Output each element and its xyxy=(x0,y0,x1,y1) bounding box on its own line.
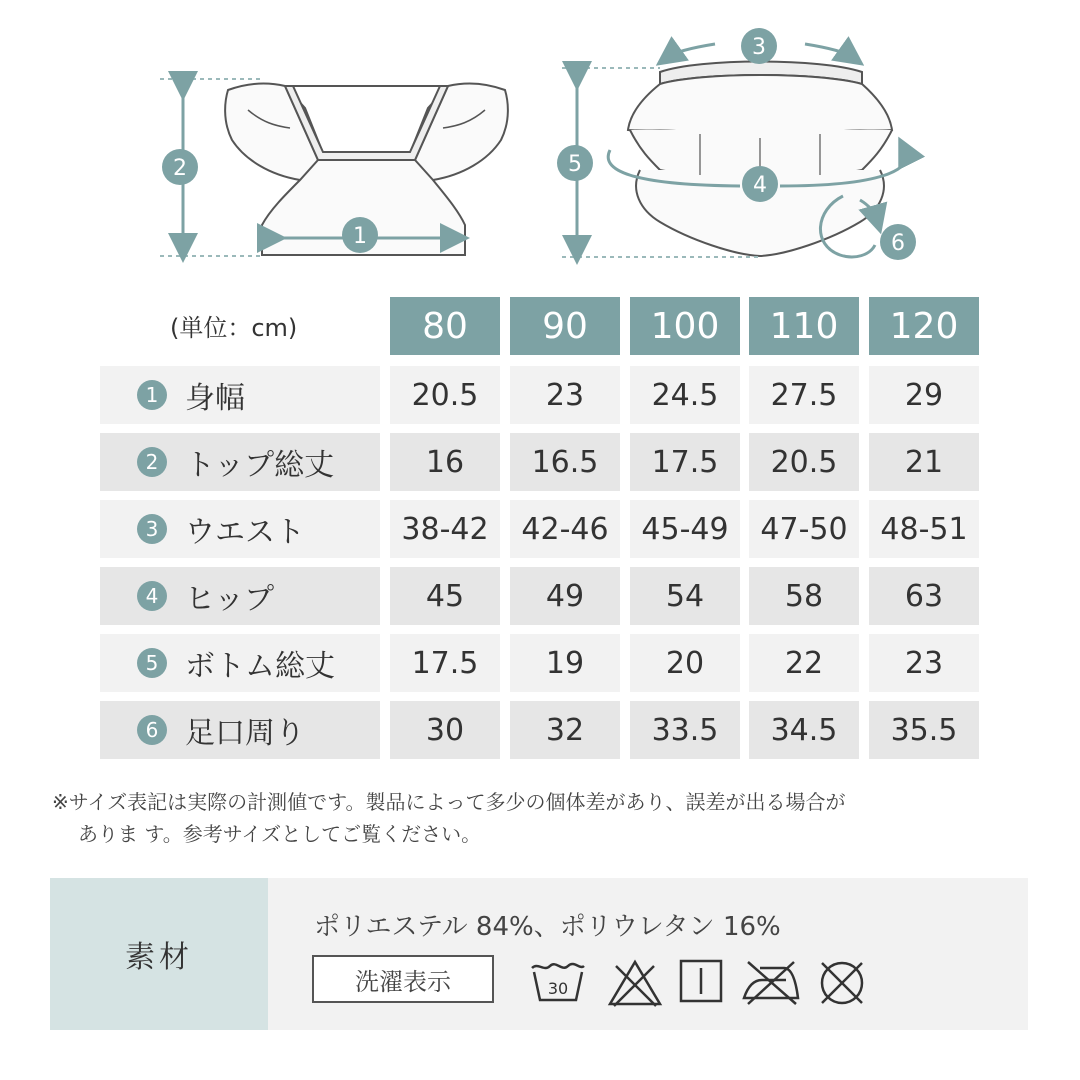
measurement-name: 身幅 xyxy=(185,381,245,416)
size-header-100: 100 xyxy=(630,297,740,355)
material-heading: 素材 xyxy=(50,878,268,1030)
marker-1 xyxy=(342,217,378,253)
measurement-name: 足口周り xyxy=(185,716,305,751)
hang-dry-icon xyxy=(678,958,724,1004)
note-line-2: ありま す。参考サイズとしてご覧ください。 xyxy=(78,822,482,846)
row-number-badge: 3 xyxy=(137,514,167,544)
row-label xyxy=(100,500,380,558)
table-cell: 48-51 xyxy=(869,500,979,558)
marker-4 xyxy=(742,166,778,202)
table-cell: 20.5 xyxy=(749,433,859,491)
measurement-name: ウエスト xyxy=(185,515,305,550)
table-cell: 35.5 xyxy=(869,701,979,759)
care-label-button[interactable]: 洗濯表示 xyxy=(312,955,494,1003)
marker-5 xyxy=(557,145,593,181)
table-cell: 38-42 xyxy=(390,500,500,558)
table-cell: 16 xyxy=(390,433,500,491)
svg-text:5: 5 xyxy=(568,152,582,177)
size-header-90: 90 xyxy=(510,297,620,355)
row-label xyxy=(100,366,380,424)
size-header-120: 120 xyxy=(869,297,979,355)
table-cell: 49 xyxy=(510,567,620,625)
unit-label: (単位：cm) xyxy=(170,314,298,342)
table-cell: 42-46 xyxy=(510,500,620,558)
row-label xyxy=(100,433,380,491)
table-cell: 23 xyxy=(510,366,620,424)
marker-6 xyxy=(880,224,916,260)
wash-30-icon xyxy=(528,958,588,1006)
size-header-80: 80 xyxy=(390,297,500,355)
table-row xyxy=(100,634,980,692)
table-cell: 34.5 xyxy=(749,701,859,759)
table-row xyxy=(100,433,980,491)
no-iron-icon xyxy=(740,958,802,1006)
material-section xyxy=(50,878,1028,1030)
table-cell: 32 xyxy=(510,701,620,759)
svg-text:3: 3 xyxy=(752,35,766,60)
table-cell: 47-50 xyxy=(749,500,859,558)
row-number-badge: 6 xyxy=(137,715,167,745)
table-cell: 23 xyxy=(869,634,979,692)
table-cell: 20.5 xyxy=(390,366,500,424)
table-row xyxy=(100,567,980,625)
table-cell: 19 xyxy=(510,634,620,692)
table-cell: 27.5 xyxy=(749,366,859,424)
marker-3 xyxy=(741,28,777,64)
material-composition: ポリエステル 84%、ポリウレタン 16% xyxy=(314,912,781,942)
table-cell: 22 xyxy=(749,634,859,692)
table-cell: 58 xyxy=(749,567,859,625)
row-label xyxy=(100,634,380,692)
row-number-badge: 1 xyxy=(137,380,167,410)
marker-2 xyxy=(162,149,198,185)
measurement-name: ボトム総丈 xyxy=(185,649,335,684)
table-cell: 45-49 xyxy=(630,500,740,558)
table-cell: 21 xyxy=(869,433,979,491)
svg-text:30: 30 xyxy=(547,979,569,998)
table-cell: 20 xyxy=(630,634,740,692)
row-number-badge: 5 xyxy=(137,648,167,678)
table-row xyxy=(100,366,980,424)
table-row xyxy=(100,701,980,759)
table-cell: 29 xyxy=(869,366,979,424)
table-cell: 17.5 xyxy=(630,433,740,491)
row-number-badge: 4 xyxy=(137,581,167,611)
table-row xyxy=(100,500,980,558)
table-cell: 30 xyxy=(390,701,500,759)
table-cell: 45 xyxy=(390,567,500,625)
no-bleach-icon xyxy=(606,958,664,1008)
table-cell: 33.5 xyxy=(630,701,740,759)
garment-diagram xyxy=(0,0,1080,290)
table-cell: 17.5 xyxy=(390,634,500,692)
table-cell: 16.5 xyxy=(510,433,620,491)
table-cell: 63 xyxy=(869,567,979,625)
bottom-garment-drawing xyxy=(628,62,892,257)
measurement-name: ヒップ xyxy=(185,582,275,617)
row-number-badge: 2 xyxy=(137,447,167,477)
no-dryclean-icon xyxy=(816,958,868,1008)
row-label xyxy=(100,567,380,625)
svg-text:4: 4 xyxy=(753,173,767,198)
measurement-name: トップ総丈 xyxy=(185,448,335,483)
size-note xyxy=(52,786,1042,850)
svg-text:6: 6 xyxy=(891,231,905,256)
note-line-1: ※サイズ表記は実際の計測値です。製品によって多少の個体差があり、誤差が出る場合が xyxy=(52,790,846,814)
table-cell: 54 xyxy=(630,567,740,625)
size-header-110: 110 xyxy=(749,297,859,355)
row-label xyxy=(100,701,380,759)
table-cell: 24.5 xyxy=(630,366,740,424)
svg-text:2: 2 xyxy=(173,156,187,181)
svg-text:1: 1 xyxy=(353,224,367,249)
